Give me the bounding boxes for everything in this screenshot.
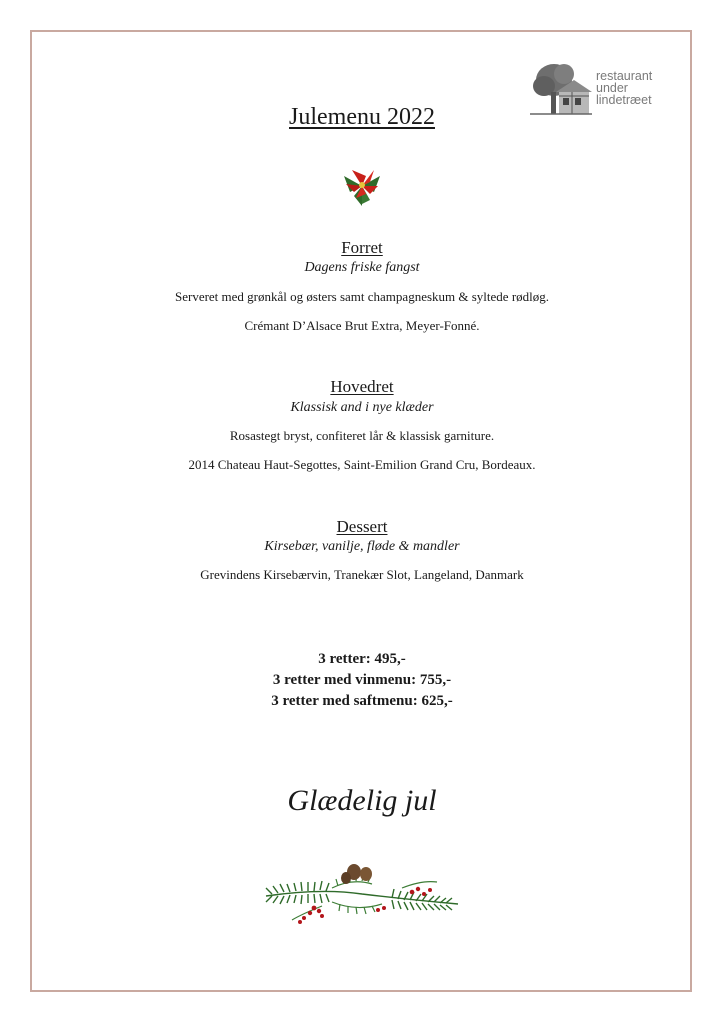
course-forret-wine: Crémant D’Alsace Brut Extra, Meyer-Fonné.: [244, 318, 480, 333]
course-hovedret-description: Rosastegt bryst, confiteret lår & klassisk garniture.: [229, 428, 495, 443]
logo-line-3: lindetræet: [596, 93, 652, 107]
course-hovedret-title: Hovedret: [330, 377, 394, 396]
course-forret-subtitle: Dagens friske fangst: [304, 260, 420, 275]
logo-line-2: under: [596, 81, 628, 95]
logo-line-1: restaurant: [596, 69, 653, 83]
price-wine-menu: 3 retter med vinmenu: 755,-: [272, 672, 452, 688]
course-forret-title: Forret: [341, 238, 383, 257]
pine-garland-icon: [262, 858, 462, 928]
course-dessert-title: Dessert: [336, 517, 388, 536]
price-juice-menu: 3 retter med saftmenu: 625,-: [271, 693, 453, 709]
course-dessert-wine: Grevindens Kirsebærvin, Tranekær Slot, Langeland, Danmark: [200, 567, 524, 582]
course-hovedret-wine: 2014 Chateau Haut-Segottes, Saint-Emilion Grand Cru, Bordeaux.: [188, 457, 536, 472]
course-dessert-subtitle: Kirsebær, vanilje, fløde & mandler: [264, 539, 460, 554]
course-forret-description: Serveret med grønkål og østers samt champagneskum & syltede rødløg.: [174, 289, 550, 304]
menu-title: Julemenu 2022: [289, 104, 435, 130]
course-hovedret-subtitle: Klassisk and i nye klæder: [290, 400, 434, 415]
poinsettia-icon: [340, 166, 384, 206]
price-3-courses: 3 retter: 495,-: [318, 651, 406, 667]
greeting: Glædelig jul: [287, 784, 437, 817]
